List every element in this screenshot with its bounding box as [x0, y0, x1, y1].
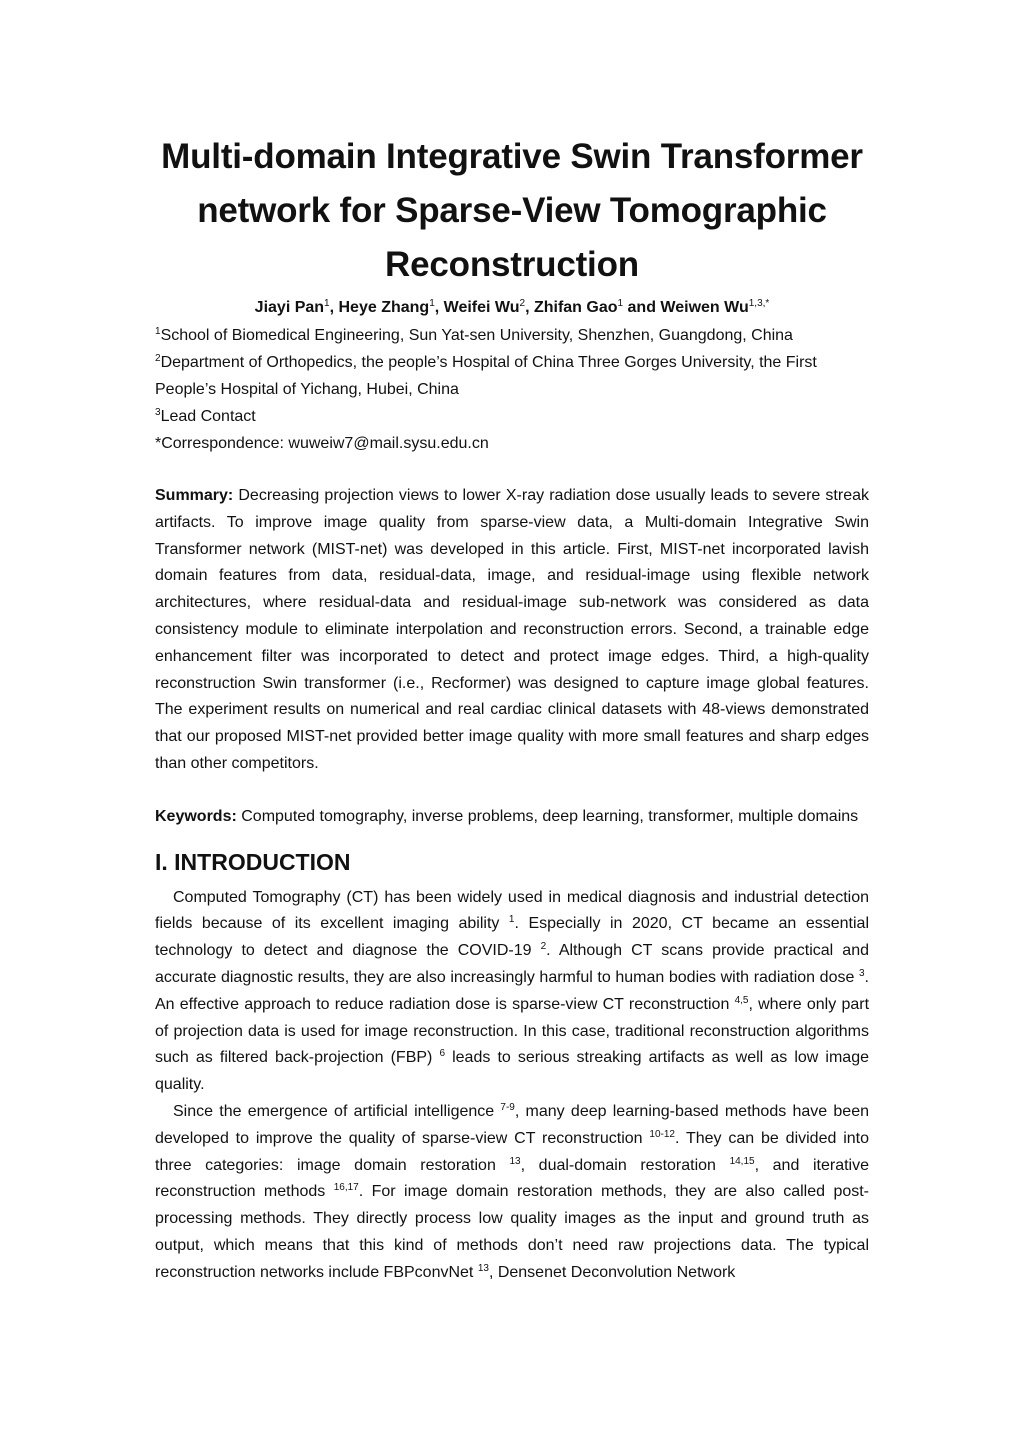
author-name: Heye Zhang [338, 299, 430, 316]
paper-title [155, 130, 869, 292]
author-separator: and [623, 299, 661, 316]
title-line-3: Reconstruction [385, 245, 639, 284]
author-name: Weiwen Wu [660, 299, 749, 316]
affiliation-text: Lead Contact [160, 408, 256, 425]
author-affiliation-mark: 1 [324, 298, 330, 309]
author-name: Zhifan Gao [533, 299, 618, 316]
author-affiliation-mark: 1 [617, 298, 624, 309]
citation-mark: 4,5 [734, 994, 749, 1006]
title-line-2: network for Sparse-View Tomographic [197, 191, 827, 230]
paragraph-text-run: , dual-domain restoration [520, 1156, 730, 1174]
introduction-paragraph-2 [155, 1099, 869, 1287]
affiliation-mark: 3 [155, 407, 161, 418]
paragraph-text-run: Since the emergence of artificial intelligence [173, 1102, 501, 1120]
paragraph-text-run: . An effective approach to reduce radiation dose is sparse-view CT reconstruction [155, 968, 869, 1013]
correspondence: *Correspondence: wuweiw7@mail.sysu.edu.cn [155, 435, 489, 452]
paragraph-text-run: , many deep learning-based methods have been developed to improve the quality of sparse-view CT reconstruction [155, 1102, 869, 1147]
affiliation-1 [155, 322, 869, 349]
author-name: Weifei Wu [443, 299, 520, 316]
citation-mark: 6 [439, 1048, 446, 1060]
affiliation-2 [155, 349, 869, 403]
paragraph-text-run: . Although CT scans provide practical and accurate diagnostic results, they are also increasingly harmful to human bodies with radiation dose [155, 942, 869, 986]
affiliation-3 [155, 403, 869, 430]
citation-mark: 7-9 [500, 1101, 515, 1113]
introduction-paragraph-1 [155, 885, 869, 1099]
keywords-text: Computed tomography, inverse problems, deep learning, transformer, multiple domains [236, 807, 859, 825]
author-separator: , [329, 299, 339, 316]
summary-text: Decreasing projection views to lower X-ray radiation dose usually leads to severe streak artifacts. To improve image quality from sparse-view data, a Multi-domain Integrative Swin Transformer network (MIST-net) was developed in this article. First, MIST-net incorporated lavish domain features from data, residual-data, image, and residual-image using flexible network architectures, where residual-data and residual-image sub-network was considered as data consistency module to eliminate interpolation and reconstruction errors. Second, a trainable edge enhancement filter was incorporated to detect and protect image edges. Third, a high-quality reconstruction Swin transformer (i.e., Recformer) was designed to capture image global features. The experiment results on numerical and real cardiac clinical datasets with 48-views demonstrated that our proposed MIST-net provided better image quality with more small features and sharp edges than other competitors. [155, 487, 869, 772]
paragraph-text-run: . Especially in 2020, CT became an essential technology to detect and diagnose the COVID-19 [155, 915, 870, 960]
citation-mark: 13 [477, 1262, 489, 1274]
author-affiliation-mark: 2 [519, 298, 526, 309]
citation-mark: 16,17 [333, 1182, 359, 1194]
summary-label: Summary: [155, 487, 234, 504]
citation-mark: 10-12 [649, 1128, 675, 1140]
author-separator: , [434, 299, 444, 316]
paragraph-text-run: , where only part of projection data is used for image reconstruction. In this case, traditional reconstruction algorithms such as filtered back-projection (FBP) [155, 995, 870, 1067]
paragraph-text-run: , and iterative reconstruction methods [155, 1156, 869, 1201]
affiliations [155, 322, 869, 457]
keywords-paragraph [155, 804, 869, 831]
paragraph-text-run: . They can be divided into three categories: image domain restoration [155, 1129, 870, 1174]
affiliation-mark: 2 [155, 353, 161, 364]
paper-page [155, 130, 869, 1287]
title-line-1: Multi-domain Integrative Swin Transformer [161, 137, 863, 176]
keywords-label: Keywords: [155, 807, 237, 825]
paragraph-text-run: , Densenet Deconvolution Network [488, 1263, 736, 1281]
author-affiliation-mark: 1,3,* [748, 298, 770, 309]
paragraph-text-run: Computed Tomography (CT) has been widely used in medical diagnosis and industrial detection fields because of its excellent imaging ability [155, 888, 869, 933]
affiliation-mark: 1 [155, 326, 161, 337]
citation-mark: 2 [540, 941, 547, 953]
paragraph-text-run: . For image domain restoration methods, they are also called post-processing methods. They directly process low quality images as the input and ground truth as output, which means that this kind of methods don’t need raw projections data. The typical reconstruction networks include FBPconvNet [155, 1183, 870, 1281]
affiliation-text: School of Biomedical Engineering, Sun Yat-sen University, Shenzhen, Guangdong, China [160, 327, 793, 344]
citation-mark: 3 [858, 967, 865, 979]
affiliation-text: Department of Orthopedics, the people’s Hospital of China Three Gorges University, the First People’s Hospital of Yichang, Hubei, China [155, 354, 817, 398]
introduction-heading: I. INTRODUCTION [155, 848, 351, 875]
citation-mark: 1 [508, 914, 515, 926]
summary-paragraph [155, 483, 869, 778]
author-affiliation-mark: 1 [429, 298, 435, 309]
author-list [155, 298, 869, 318]
citation-mark: 14,15 [729, 1155, 755, 1167]
author-name: Jiayi Pan [254, 299, 325, 316]
author-separator: , [525, 299, 534, 316]
paragraph-text-run: leads to serious streaking artifacts as well as low image quality. [155, 1049, 869, 1094]
citation-mark: 13 [509, 1155, 521, 1167]
